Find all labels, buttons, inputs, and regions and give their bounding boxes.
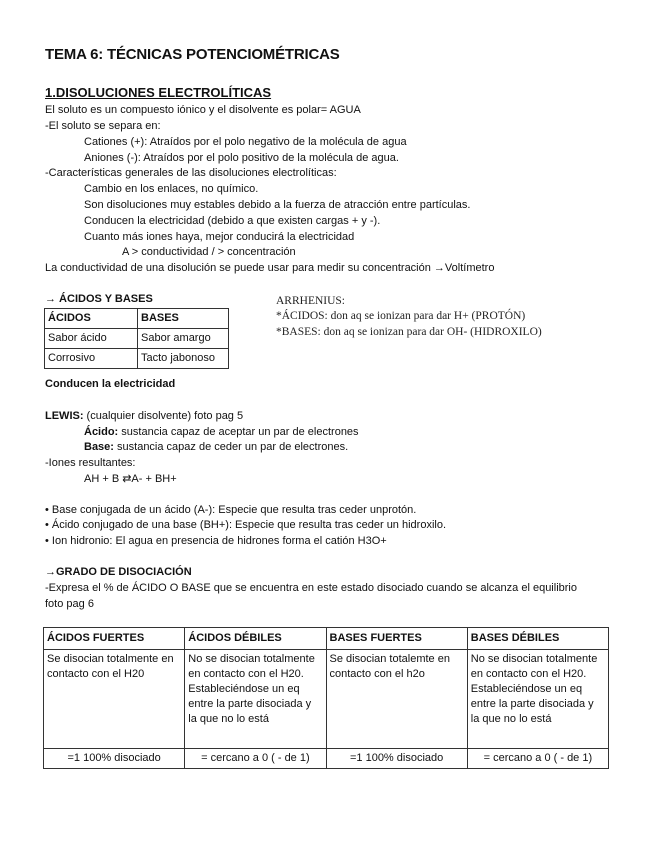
table-header-row	[44, 628, 609, 650]
paragraph-line: Conducen la electricidad (debido a que existen cargas + y -).	[84, 215, 381, 227]
ions-label: -Iones resultantes:	[45, 457, 136, 469]
table-cell: No se disocian totalmente en contacto con el H20. Estableciéndose un eq entre la parte disociada y la que no lo está	[185, 650, 326, 749]
table-row	[44, 749, 609, 769]
table-row	[45, 329, 229, 349]
table-cell: = cercano a 0 ( - de 1)	[185, 749, 326, 769]
paragraph-line: La conductividad de una disolución se puede usar para medir su concentración →Voltímetro	[45, 262, 495, 274]
paragraph-line: foto pag 6	[45, 598, 94, 610]
paragraph-line: -El soluto se separa en:	[45, 120, 161, 132]
lewis-equation: AH + B ⇄A- + BH+	[84, 473, 177, 485]
lewis-intro: (cualquier disolvente) foto pag 5	[83, 410, 244, 422]
table-cell: Tacto jabonoso	[138, 349, 229, 369]
paragraph-line: Son disoluciones muy estables debido a la fuerza de atracción entre partículas.	[84, 199, 471, 211]
acids-bases-table	[44, 308, 229, 369]
table-header-cell: ÁCIDOS DÉBILES	[185, 628, 326, 650]
lewis-label: LEWIS:	[45, 410, 84, 422]
table-header-cell: ÁCIDOS	[45, 309, 138, 329]
arrhenius-title: ARRHENIUS:	[276, 295, 346, 307]
table-cell: =1 100% disociado	[326, 749, 467, 769]
lewis-line	[45, 409, 243, 423]
lewis-base-text: sustancia capaz de ceder un par de electrones.	[113, 441, 349, 453]
dissociation-heading: →GRADO DE DISOCIACIÓN	[45, 566, 192, 578]
lewis-base-line	[84, 440, 348, 454]
table-cell: = cercano a 0 ( - de 1)	[467, 749, 608, 769]
table-header-cell: BASES DÉBILES	[467, 628, 608, 650]
lewis-acid-label: Ácido:	[84, 426, 119, 438]
section-heading-electrolytic: 1.DISOLUCIONES ELECTROLÍTICAS	[45, 85, 272, 100]
bullet-item: • Base conjugada de un ácido (A-): Especie que resulta tras ceder unprotón.	[45, 504, 417, 516]
paragraph-line: Cambio en los enlaces, no químico.	[84, 183, 259, 195]
lewis-base-label: Base:	[84, 441, 114, 453]
paragraph-line: Cationes (+): Atraídos por el polo negativo de la molécula de agua	[84, 136, 407, 148]
bullet-item: • Ácido conjugado de una base (BH+): Especie que resulta tras ceder un hidroxilo.	[45, 519, 447, 531]
table-cell: Corrosivo	[45, 349, 138, 369]
table-header-cell: BASES FUERTES	[326, 628, 467, 650]
arrhenius-bases: *BASES: don aq se ionizan para dar OH- (HIDROXILO)	[276, 326, 542, 338]
table-cell: No se disocian totalmente en contacto con el H20. Estableciéndose un eq entre la parte disociada y la que no lo está	[467, 650, 608, 749]
table-header-cell: ÁCIDOS FUERTES	[44, 628, 185, 650]
table-row	[44, 650, 609, 749]
table-row	[45, 349, 229, 369]
arrhenius-acids: *ÁCIDOS: don aq se ionizan para dar H+ (PROTÓN)	[276, 310, 526, 322]
acids-bases-heading: → ÁCIDOS Y BASES	[45, 293, 153, 305]
bullet-item: • Ion hidronio: El agua en presencia de hidrones forma el catión H3O+	[45, 535, 387, 547]
document-title: TEMA 6: TÉCNICAS POTENCIOMÉTRICAS	[45, 46, 340, 63]
table-header-row	[45, 309, 229, 329]
paragraph-line: El soluto es un compuesto iónico y el disolvente es polar= AGUA	[45, 104, 361, 116]
table-cell: Se disocian totalemte en contacto con el h2o	[326, 650, 467, 749]
paragraph-line: Aniones (-): Atraídos por el polo positivo de la molécula de agua.	[84, 152, 399, 164]
dissociation-table	[43, 627, 609, 769]
table-cell: Sabor amargo	[138, 329, 229, 349]
table-cell: Sabor ácido	[45, 329, 138, 349]
acids-bases-footer: Conducen la electricidad	[45, 378, 176, 390]
table-cell: =1 100% disociado	[44, 749, 185, 769]
table-header-cell: BASES	[138, 309, 229, 329]
lewis-acid-text: sustancia capaz de aceptar un par de electrones	[118, 426, 359, 438]
paragraph-line: -Expresa el % de ÁCIDO O BASE que se encuentra en este estado disociado cuando se alcanza el equilibrio	[45, 582, 577, 594]
paragraph-line: A > conductividad / > concentración	[122, 246, 296, 258]
lewis-acid-line	[84, 425, 359, 439]
table-cell: Se disocian totalmente en contacto con el H20	[44, 650, 185, 749]
paragraph-line: Cuanto más iones haya, mejor conducirá la electricidad	[84, 231, 355, 243]
paragraph-line: -Características generales de las disoluciones electrolíticas:	[45, 167, 337, 179]
